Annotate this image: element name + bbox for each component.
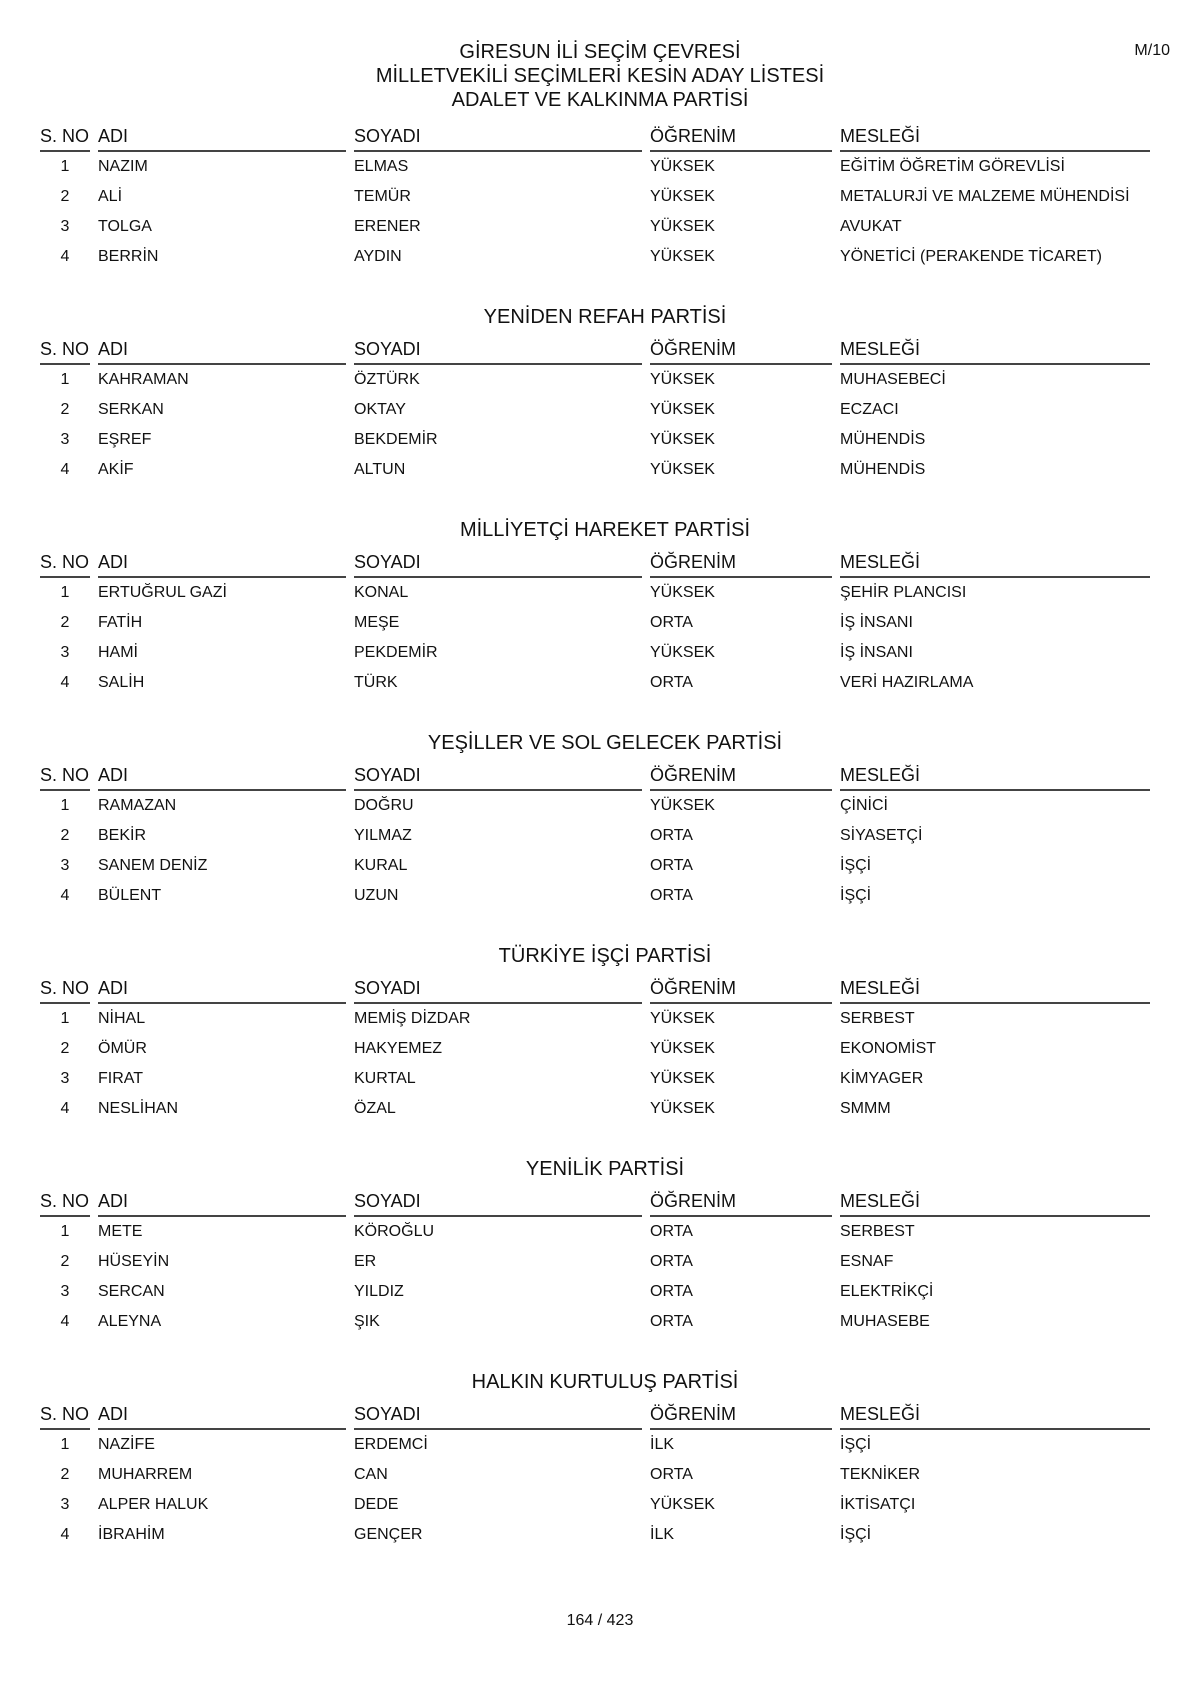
table-row <box>40 1217 1170 1247</box>
header-soyadi: SOYADI <box>354 125 642 152</box>
cell-sno: 3 <box>60 218 70 235</box>
cell-sno: 1 <box>60 1010 70 1027</box>
cell-soyadi: KURAL <box>354 857 408 874</box>
cell-ogrenim: YÜKSEK <box>650 1496 715 1513</box>
cell-ogrenim: ORTA <box>650 1283 693 1300</box>
cell-sno: 2 <box>60 1040 70 1057</box>
header-ogrenim: ÖĞRENİM <box>650 338 832 365</box>
page-code: M/10 <box>1134 42 1170 59</box>
header-soyadi: SOYADI <box>354 1190 642 1217</box>
cell-soyadi: ŞIK <box>354 1313 380 1330</box>
cell-sno: 4 <box>60 1526 70 1543</box>
header-meslegi: MESLEĞİ <box>840 1190 1150 1217</box>
header-adi: ADI <box>98 1190 346 1217</box>
cell-ogrenim: YÜKSEK <box>650 158 715 175</box>
table-header <box>40 1400 1170 1430</box>
cell-meslegi: ESNAF <box>840 1253 894 1270</box>
cell-soyadi: KURTAL <box>354 1070 416 1087</box>
cell-soyadi: ÖZTÜRK <box>354 371 420 388</box>
title-line-province: GİRESUN İLİ SEÇİM ÇEVRESİ <box>459 41 741 63</box>
cell-adi: ERTUĞRUL GAZİ <box>98 584 227 601</box>
table-row <box>40 1004 1170 1034</box>
cell-meslegi: ÇİNİCİ <box>840 797 888 814</box>
party-title: HALKIN KURTULUŞ PARTİSİ <box>471 1371 739 1393</box>
header-soyadi: SOYADI <box>354 1403 642 1430</box>
cell-adi: NESLİHAN <box>98 1100 179 1117</box>
cell-soyadi: KONAL <box>354 584 409 601</box>
table-row <box>40 881 1170 911</box>
header-sno: S. NO <box>40 764 90 791</box>
header-soyadi: SOYADI <box>354 764 642 791</box>
cell-adi: EŞREF <box>98 431 152 448</box>
cell-ogrenim: ORTA <box>650 857 693 874</box>
cell-meslegi: SERBEST <box>840 1223 915 1240</box>
table-row <box>40 668 1170 698</box>
cell-ogrenim: ORTA <box>650 614 693 631</box>
cell-ogrenim: ORTA <box>650 674 693 691</box>
cell-ogrenim: YÜKSEK <box>650 248 715 265</box>
cell-adi: İBRAHİM <box>98 1526 165 1543</box>
table-row <box>40 455 1170 485</box>
party-section <box>40 515 1170 728</box>
cell-sno: 3 <box>60 1496 70 1513</box>
cell-soyadi: BEKDEMİR <box>354 431 438 448</box>
cell-soyadi: KÖROĞLU <box>354 1223 435 1240</box>
cell-adi: ÖMÜR <box>98 1040 147 1057</box>
cell-meslegi: METALURJİ VE MALZEME MÜHENDİSİ <box>840 188 1130 205</box>
cell-sno: 2 <box>60 188 70 205</box>
cell-soyadi: PEKDEMİR <box>354 644 438 661</box>
cell-soyadi: TEMÜR <box>354 188 411 205</box>
cell-adi: FATİH <box>98 614 143 631</box>
cell-ogrenim: ORTA <box>650 1313 693 1330</box>
cell-ogrenim: YÜKSEK <box>650 188 715 205</box>
cell-ogrenim: ORTA <box>650 1223 693 1240</box>
cell-adi: RAMAZAN <box>98 797 177 814</box>
cell-meslegi: MÜHENDİS <box>840 461 926 478</box>
header-meslegi: MESLEĞİ <box>840 338 1150 365</box>
cell-sno: 2 <box>60 614 70 631</box>
cell-adi: METE <box>98 1223 143 1240</box>
header-sno: S. NO <box>40 1190 90 1217</box>
table-header <box>40 122 1170 152</box>
cell-adi: ALEYNA <box>98 1313 162 1330</box>
cell-ogrenim: İLK <box>650 1526 675 1543</box>
cell-soyadi: UZUN <box>354 887 399 904</box>
cell-meslegi: ECZACI <box>840 401 899 418</box>
cell-sno: 2 <box>60 1253 70 1270</box>
party-title: TÜRKİYE İŞÇİ PARTİSİ <box>498 945 712 967</box>
table-row <box>40 578 1170 608</box>
header-adi: ADI <box>98 551 346 578</box>
cell-soyadi: YILMAZ <box>354 827 412 844</box>
header-adi: ADI <box>98 977 346 1004</box>
cell-soyadi: ALTUN <box>354 461 406 478</box>
table-row <box>40 638 1170 668</box>
party-section <box>40 122 1170 302</box>
cell-ogrenim: ORTA <box>650 887 693 904</box>
cell-meslegi: MÜHENDİS <box>840 431 926 448</box>
table-row <box>40 791 1170 821</box>
cell-adi: AKİF <box>98 461 134 478</box>
cell-sno: 3 <box>60 1283 70 1300</box>
header-ogrenim: ÖĞRENİM <box>650 977 832 1004</box>
party-title: YENİLİK PARTİSİ <box>525 1158 685 1180</box>
header-soyadi: SOYADI <box>354 338 642 365</box>
table-header <box>40 548 1170 578</box>
header-meslegi: MESLEĞİ <box>840 1403 1150 1430</box>
cell-soyadi: DEDE <box>354 1496 399 1513</box>
header-ogrenim: ÖĞRENİM <box>650 125 832 152</box>
cell-adi: NAZİFE <box>98 1436 155 1453</box>
table-header <box>40 1187 1170 1217</box>
cell-sno: 4 <box>60 1313 70 1330</box>
cell-soyadi: TÜRK <box>354 674 398 691</box>
cell-sno: 1 <box>60 584 70 601</box>
title-line-list: MİLLETVEKİLİ SEÇİMLERİ KESİN ADAY LİSTESİ <box>375 65 825 87</box>
cell-sno: 3 <box>60 644 70 661</box>
cell-soyadi: YILDIZ <box>354 1283 404 1300</box>
table-row <box>40 242 1170 272</box>
cell-sno: 1 <box>60 158 70 175</box>
cell-sno: 2 <box>60 401 70 418</box>
cell-meslegi: İŞÇİ <box>840 857 872 874</box>
table-row <box>40 395 1170 425</box>
party-title: YENİDEN REFAH PARTİSİ <box>483 306 727 328</box>
party-section <box>40 1154 1170 1367</box>
cell-meslegi: YÖNETİCİ (PERAKENDE TİCARET) <box>840 248 1102 265</box>
header-soyadi: SOYADI <box>354 977 642 1004</box>
cell-ogrenim: YÜKSEK <box>650 461 715 478</box>
header-meslegi: MESLEĞİ <box>840 551 1150 578</box>
cell-meslegi: İŞ İNSANI <box>840 644 913 661</box>
table-row <box>40 851 1170 881</box>
page-number: 164 / 423 <box>566 1612 634 1629</box>
table-header <box>40 761 1170 791</box>
cell-adi: BEKİR <box>98 827 147 844</box>
header-ogrenim: ÖĞRENİM <box>650 764 832 791</box>
table-row <box>40 182 1170 212</box>
cell-sno: 1 <box>60 1436 70 1453</box>
cell-meslegi: ELEKTRİKÇİ <box>840 1283 934 1300</box>
table-row <box>40 1247 1170 1277</box>
cell-adi: SALİH <box>98 674 145 691</box>
party-section <box>40 728 1170 941</box>
cell-meslegi: İŞÇİ <box>840 1436 872 1453</box>
cell-adi: BÜLENT <box>98 887 162 904</box>
header-ogrenim: ÖĞRENİM <box>650 551 832 578</box>
document-title <box>0 40 1200 112</box>
cell-adi: SERKAN <box>98 401 164 418</box>
table-row <box>40 1277 1170 1307</box>
table-row <box>40 152 1170 182</box>
cell-ogrenim: YÜKSEK <box>650 1040 715 1057</box>
cell-ogrenim: YÜKSEK <box>650 1100 715 1117</box>
party-section <box>40 1367 1170 1580</box>
cell-adi: NAZIM <box>98 158 148 175</box>
cell-soyadi: OKTAY <box>354 401 406 418</box>
header-sno: S. NO <box>40 338 90 365</box>
table-header <box>40 335 1170 365</box>
cell-sno: 3 <box>60 857 70 874</box>
cell-meslegi: SİYASETÇİ <box>840 827 923 844</box>
table-row <box>40 365 1170 395</box>
table-row <box>40 1490 1170 1520</box>
cell-meslegi: SMMM <box>840 1100 891 1117</box>
table-row <box>40 1520 1170 1550</box>
cell-ogrenim: YÜKSEK <box>650 371 715 388</box>
header-ogrenim: ÖĞRENİM <box>650 1403 832 1430</box>
table-row <box>40 821 1170 851</box>
table-header <box>40 974 1170 1004</box>
table-row <box>40 1307 1170 1337</box>
party-section <box>40 941 1170 1154</box>
cell-soyadi: MEŞE <box>354 614 400 631</box>
cell-sno: 1 <box>60 797 70 814</box>
header-adi: ADI <box>98 1403 346 1430</box>
header-sno: S. NO <box>40 125 90 152</box>
table-row <box>40 1430 1170 1460</box>
cell-soyadi: ER <box>354 1253 377 1270</box>
header-soyadi: SOYADI <box>354 551 642 578</box>
cell-adi: NİHAL <box>98 1010 146 1027</box>
cell-adi: KAHRAMAN <box>98 371 189 388</box>
table-row <box>40 1034 1170 1064</box>
cell-meslegi: İŞ İNSANI <box>840 614 913 631</box>
cell-soyadi: MEMİŞ DİZDAR <box>354 1010 471 1027</box>
cell-soyadi: DOĞRU <box>354 797 414 814</box>
cell-ogrenim: YÜKSEK <box>650 644 715 661</box>
cell-ogrenim: YÜKSEK <box>650 1010 715 1027</box>
cell-meslegi: AVUKAT <box>840 218 902 235</box>
cell-adi: SERCAN <box>98 1283 165 1300</box>
cell-sno: 2 <box>60 827 70 844</box>
cell-soyadi: CAN <box>354 1466 388 1483</box>
cell-ogrenim: YÜKSEK <box>650 797 715 814</box>
cell-soyadi: GENÇER <box>354 1526 423 1543</box>
cell-ogrenim: ORTA <box>650 1466 693 1483</box>
header-meslegi: MESLEĞİ <box>840 125 1150 152</box>
header-sno: S. NO <box>40 551 90 578</box>
cell-sno: 2 <box>60 1466 70 1483</box>
cell-sno: 1 <box>60 1223 70 1240</box>
cell-meslegi: VERİ HAZIRLAMA <box>840 674 974 691</box>
cell-sno: 4 <box>60 1100 70 1117</box>
table-row <box>40 608 1170 638</box>
header-meslegi: MESLEĞİ <box>840 977 1150 1004</box>
cell-soyadi: ERENER <box>354 218 421 235</box>
header-sno: S. NO <box>40 977 90 1004</box>
cell-adi: MUHARREM <box>98 1466 193 1483</box>
party-section <box>40 302 1170 515</box>
cell-sno: 4 <box>60 248 70 265</box>
cell-meslegi: ŞEHİR PLANCISI <box>840 584 967 601</box>
cell-ogrenim: YÜKSEK <box>650 401 715 418</box>
cell-meslegi: SERBEST <box>840 1010 915 1027</box>
cell-adi: SANEM DENİZ <box>98 857 208 874</box>
cell-meslegi: EĞİTİM ÖĞRETİM GÖREVLİSİ <box>840 158 1065 175</box>
cell-ogrenim: YÜKSEK <box>650 584 715 601</box>
cell-adi: TOLGA <box>98 218 152 235</box>
cell-adi: HAMİ <box>98 644 138 661</box>
cell-meslegi: İŞÇİ <box>840 887 872 904</box>
cell-sno: 4 <box>60 461 70 478</box>
party-title: MİLLİYETÇİ HAREKET PARTİSİ <box>459 519 751 541</box>
cell-soyadi: ELMAS <box>354 158 409 175</box>
table-row <box>40 212 1170 242</box>
cell-ogrenim: ORTA <box>650 1253 693 1270</box>
cell-meslegi: KİMYAGER <box>840 1070 924 1087</box>
cell-adi: BERRİN <box>98 248 159 265</box>
cell-sno: 1 <box>60 371 70 388</box>
header-sno: S. NO <box>40 1403 90 1430</box>
cell-ogrenim: YÜKSEK <box>650 431 715 448</box>
cell-meslegi: MUHASEBECİ <box>840 371 946 388</box>
table-row <box>40 1460 1170 1490</box>
cell-adi: ALPER HALUK <box>98 1496 209 1513</box>
header-adi: ADI <box>98 125 346 152</box>
header-adi: ADI <box>98 764 346 791</box>
cell-soyadi: ÖZAL <box>354 1100 396 1117</box>
cell-meslegi: EKONOMİST <box>840 1040 937 1057</box>
cell-soyadi: HAKYEMEZ <box>354 1040 443 1057</box>
cell-ogrenim: ORTA <box>650 827 693 844</box>
cell-meslegi: MUHASEBE <box>840 1313 930 1330</box>
party-title: YEŞİLLER VE SOL GELECEK PARTİSİ <box>427 732 783 754</box>
candidate-sections <box>40 122 1170 1580</box>
cell-sno: 4 <box>60 674 70 691</box>
cell-soyadi: AYDIN <box>354 248 402 265</box>
table-row <box>40 425 1170 455</box>
header-adi: ADI <box>98 338 346 365</box>
table-row <box>40 1094 1170 1124</box>
cell-sno: 3 <box>60 431 70 448</box>
title-line-party: ADALET VE KALKINMA PARTİSİ <box>451 89 749 111</box>
cell-meslegi: İŞÇİ <box>840 1526 872 1543</box>
cell-meslegi: İKTİSATÇI <box>840 1496 916 1513</box>
cell-adi: FIRAT <box>98 1070 144 1087</box>
cell-ogrenim: İLK <box>650 1436 675 1453</box>
table-row <box>40 1064 1170 1094</box>
cell-sno: 4 <box>60 887 70 904</box>
header-meslegi: MESLEĞİ <box>840 764 1150 791</box>
cell-ogrenim: YÜKSEK <box>650 1070 715 1087</box>
cell-adi: ALİ <box>98 188 123 205</box>
cell-adi: HÜSEYİN <box>98 1253 170 1270</box>
header-ogrenim: ÖĞRENİM <box>650 1190 832 1217</box>
cell-ogrenim: YÜKSEK <box>650 218 715 235</box>
cell-meslegi: TEKNİKER <box>840 1466 921 1483</box>
cell-soyadi: ERDEMCİ <box>354 1436 428 1453</box>
cell-sno: 3 <box>60 1070 70 1087</box>
